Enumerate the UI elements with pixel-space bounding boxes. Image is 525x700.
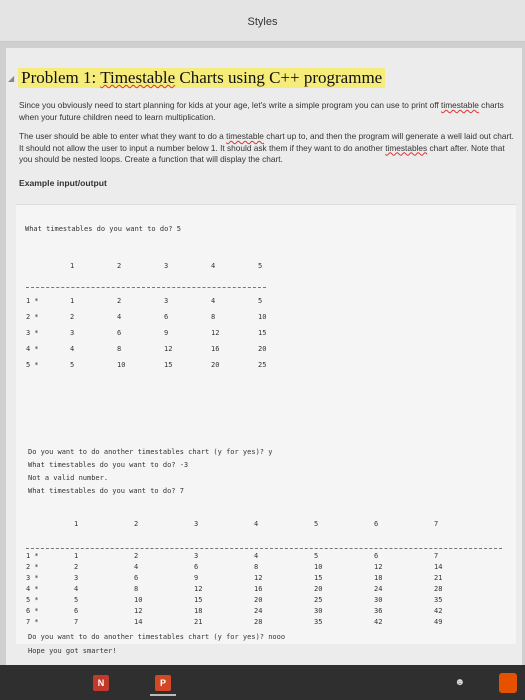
chart2-cell: 35 <box>434 596 443 604</box>
chart1-cell: 20 <box>258 345 267 353</box>
chart2-row-label-1: 1 * <box>26 552 39 560</box>
chart2-cell: 6 <box>374 552 379 560</box>
chart2-row-label-2: 2 * <box>26 563 39 571</box>
chart2-cell: 18 <box>374 574 383 582</box>
chart2-cell: 35 <box>314 618 323 626</box>
chart1-cell: 4 <box>117 313 122 321</box>
chart1-cell: 4 <box>211 297 216 305</box>
requirements-paragraph <box>19 131 517 166</box>
chart2-header-2: 2 <box>134 520 139 528</box>
onenote-icon: N <box>93 675 109 691</box>
chart2-cell: 24 <box>374 585 383 593</box>
chart2-cell: 14 <box>434 563 443 571</box>
heading-text-flagged: Timestable <box>100 68 176 87</box>
chart2-cell: 10 <box>134 596 143 604</box>
chart2-cell: 2 <box>134 552 139 560</box>
notification-app-icon[interactable] <box>499 673 517 693</box>
chart2-cell: 12 <box>134 607 143 615</box>
chart1-cell: 2 <box>117 297 122 305</box>
chart2-cell: 7 <box>434 552 439 560</box>
problem-heading <box>18 68 385 88</box>
chart2-row-label-6: 6 * <box>26 607 39 615</box>
p2-text-a: The user should be able to enter what they want to do a <box>19 131 227 141</box>
chart2-cell: 5 <box>74 596 79 604</box>
console-line-q1: What timestables do you want to do? 5 <box>25 225 181 233</box>
p1-text-b: charts when your future children need to learn multiplication. <box>19 100 504 122</box>
chart2-cell: 9 <box>194 574 199 582</box>
chart1-cell: 1 <box>70 297 75 305</box>
chart2-cell: 24 <box>254 607 263 615</box>
chart1-row-label-5: 5 * <box>26 361 39 369</box>
chart2-cell: 49 <box>434 618 443 626</box>
onenote-button[interactable] <box>88 670 114 696</box>
chart1-cell: 5 <box>70 361 75 369</box>
chart2-header-6: 6 <box>374 520 379 528</box>
people-icon[interactable]: ☻ <box>454 677 465 688</box>
chart2-cell: 7 <box>74 618 79 626</box>
chart2-cell: 42 <box>434 607 443 615</box>
chart2-cell: 16 <box>254 585 263 593</box>
console-line-q3: What timestables do you want to do? 7 <box>28 487 184 495</box>
chart2-cell: 5 <box>314 552 319 560</box>
chart1-cell: 4 <box>70 345 75 353</box>
chart1-cell: 16 <box>211 345 220 353</box>
p2-text-flagged-2: timestables <box>385 142 428 153</box>
chart1-cell: 8 <box>117 345 122 353</box>
chart2-header-4: 4 <box>254 520 259 528</box>
chart1-row-label-3: 3 * <box>26 329 39 337</box>
chart1-cell: 2 <box>70 313 75 321</box>
console-line-again1: Do you want to do another timestables chart (y for yes)? y <box>28 448 273 456</box>
chart2-cell: 12 <box>194 585 203 593</box>
chart2-cell: 30 <box>314 607 323 615</box>
chart1-row-label-1: 1 * <box>26 297 39 305</box>
chart2-cell: 15 <box>194 596 203 604</box>
chart1-cell: 3 <box>164 297 169 305</box>
intro-paragraph <box>19 100 517 123</box>
chart2-cell: 4 <box>74 585 79 593</box>
chart1-separator <box>26 287 266 288</box>
chart2-cell: 6 <box>74 607 79 615</box>
chart2-cell: 12 <box>374 563 383 571</box>
chart1-cell: 10 <box>258 313 267 321</box>
chart2-cell: 20 <box>254 596 263 604</box>
chart2-row-label-3: 3 * <box>26 574 39 582</box>
console-line-q2: What timestables do you want to do? -3 <box>28 461 189 469</box>
console-line-again2: Do you want to do another timestables chart (y for yes)? nooo <box>28 633 286 641</box>
chart2-header-7: 7 <box>434 520 439 528</box>
chart2-cell: 8 <box>254 563 259 571</box>
chart2-cell: 1 <box>74 552 79 560</box>
chart2-cell: 15 <box>314 574 323 582</box>
chart2-cell: 4 <box>134 563 139 571</box>
chart2-cell: 20 <box>314 585 323 593</box>
chart1-cell: 6 <box>117 329 122 337</box>
p2-text-c: chart after. Note that you should be nested loops. Create a function that will display the chart. <box>19 142 505 164</box>
chart2-row-label-7: 7 * <box>26 618 39 626</box>
chart2-cell: 10 <box>314 563 323 571</box>
p2-text-b: chart up to, and then the program will generate a well laid out chart. It should not allow the user to input a number below 1. It should ask them if they want to do another <box>19 131 514 153</box>
chart2-cell: 42 <box>374 618 383 626</box>
console-line-bye: Hope you got smarter! <box>28 647 117 655</box>
chart1-cell: 8 <box>211 313 216 321</box>
chart2-header-5: 5 <box>314 520 319 528</box>
chart2-cell: 12 <box>254 574 263 582</box>
document-page[interactable] <box>6 48 522 665</box>
chart1-cell: 6 <box>164 313 169 321</box>
example-label: Example input/output <box>19 178 107 188</box>
chart1-row-label-2: 2 * <box>26 313 39 321</box>
chart1-cell: 5 <box>258 297 263 305</box>
chart2-cell: 21 <box>194 618 203 626</box>
chart2-cell: 28 <box>434 585 443 593</box>
chart1-cell: 12 <box>211 329 220 337</box>
p2-text-flagged: timestable <box>226 131 264 141</box>
console-output <box>16 204 516 655</box>
heading-text-b: Charts using C++ programme <box>175 68 383 87</box>
chart2-cell: 25 <box>314 596 323 604</box>
chart1-cell: 9 <box>164 329 169 337</box>
chart2-row-label-5: 5 * <box>26 596 39 604</box>
heading-text-a: Problem 1: <box>21 68 101 87</box>
p1-text-flagged: timestable <box>441 100 479 110</box>
p1-text-a: Since you obviously need to start planning for kids at your age, let's write a simple program you can use to print off <box>19 100 439 110</box>
chart1-cell: 12 <box>164 345 173 353</box>
chart2-cell: 6 <box>194 563 199 571</box>
chart2-cell: 28 <box>254 618 263 626</box>
chart1-row-label-4: 4 * <box>26 345 39 353</box>
chart2-cell: 36 <box>374 607 383 615</box>
collapse-triangle-icon[interactable]: ◢ <box>8 73 15 83</box>
chart2-cell: 30 <box>374 596 383 604</box>
taskbar <box>0 665 525 700</box>
chart1-cell: 20 <box>211 361 220 369</box>
chart1-cell: 15 <box>164 361 173 369</box>
chart1-header-4: 4 <box>211 262 216 270</box>
title-bar <box>0 0 525 42</box>
window-title: Styles <box>247 16 278 28</box>
chart1-cell: 3 <box>70 329 75 337</box>
chart2-cell: 21 <box>434 574 443 582</box>
chart2-cell: 3 <box>194 552 199 560</box>
chart2-cell: 2 <box>74 563 79 571</box>
chart2-cell: 14 <box>134 618 143 626</box>
chart2-row-label-4: 4 * <box>26 585 39 593</box>
chart2-cell: 8 <box>134 585 139 593</box>
chart1-cell: 15 <box>258 329 267 337</box>
chart2-cell: 6 <box>134 574 139 582</box>
chart1-header-2: 2 <box>117 262 122 270</box>
powerpoint-button[interactable] <box>150 670 176 696</box>
console-line-invalid: Not a valid number. <box>28 474 109 482</box>
chart2-header-3: 3 <box>194 520 199 528</box>
chart1-header-3: 3 <box>164 262 169 270</box>
chart2-cell: 18 <box>194 607 203 615</box>
chart2-separator <box>26 548 502 549</box>
chart1-header-1: 1 <box>70 262 75 270</box>
powerpoint-icon: P <box>155 675 171 691</box>
chart1-header-5: 5 <box>258 262 263 270</box>
chart2-cell: 4 <box>254 552 259 560</box>
chart1-cell: 10 <box>117 361 126 369</box>
chart2-header-1: 1 <box>74 520 79 528</box>
chart2-cell: 3 <box>74 574 79 582</box>
heading-row <box>8 68 385 88</box>
chart1-cell: 25 <box>258 361 267 369</box>
